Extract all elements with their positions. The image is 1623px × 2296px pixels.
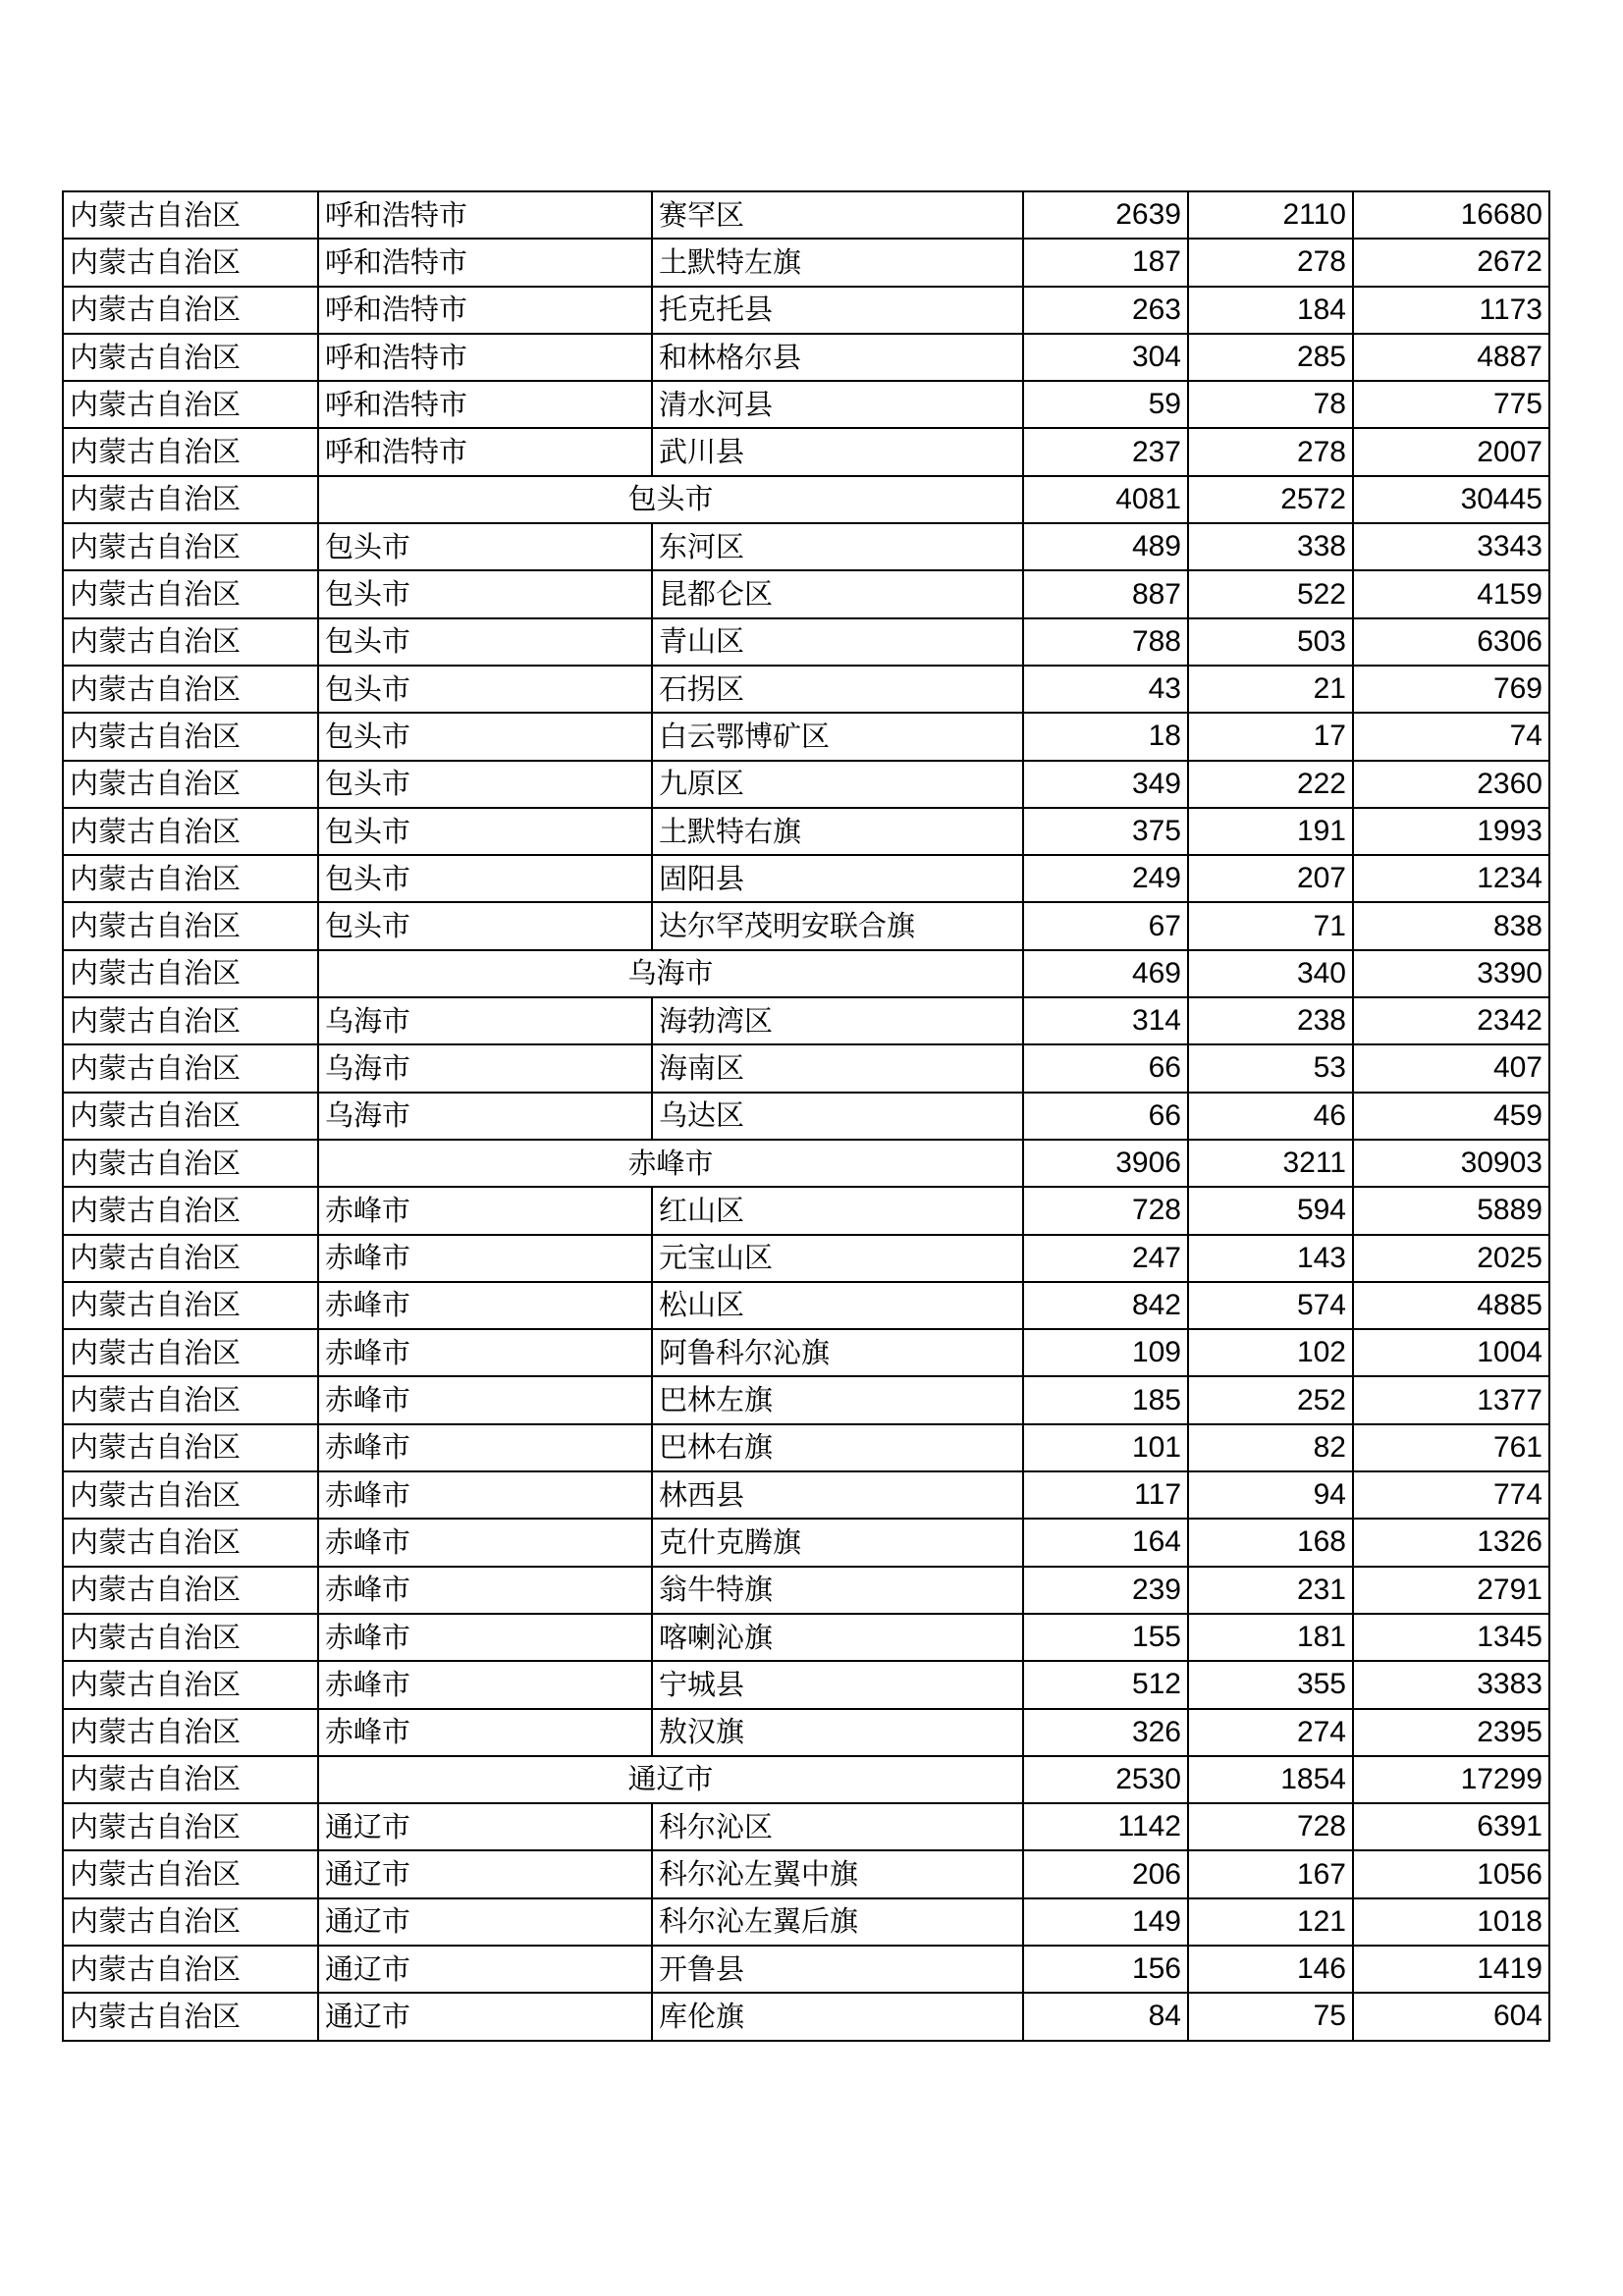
value-1-cell: 206 (1023, 1850, 1188, 1897)
district-cell: 松山区 (652, 1282, 1023, 1329)
table-row (63, 1093, 1549, 1140)
district-cell: 土默特左旗 (652, 239, 1023, 286)
city-cell: 包头市 (318, 761, 652, 808)
province-cell: 内蒙古自治区 (63, 1424, 318, 1471)
province-cell: 内蒙古自治区 (63, 1329, 318, 1376)
city-cell: 乌海市 (318, 1044, 652, 1092)
value-1-cell: 164 (1023, 1519, 1188, 1566)
value-3-cell: 4887 (1353, 334, 1549, 381)
district-cell: 青山区 (652, 618, 1023, 666)
table-row (63, 570, 1549, 617)
table-row (63, 287, 1549, 334)
city-cell: 包头市 (318, 902, 652, 949)
district-cell: 科尔沁左翼中旗 (652, 1850, 1023, 1897)
value-1-cell: 84 (1023, 1993, 1188, 2040)
province-cell: 内蒙古自治区 (63, 287, 318, 334)
value-3-cell: 6306 (1353, 618, 1549, 666)
district-cell: 清水河县 (652, 381, 1023, 428)
value-2-cell: 355 (1188, 1661, 1353, 1708)
table-row (63, 761, 1549, 808)
value-2-cell: 238 (1188, 997, 1353, 1044)
value-1-cell: 249 (1023, 855, 1188, 902)
table-row (63, 1424, 1549, 1471)
province-cell: 内蒙古自治区 (63, 1282, 318, 1329)
value-2-cell: 207 (1188, 855, 1353, 902)
province-cell: 内蒙古自治区 (63, 1044, 318, 1092)
value-3-cell: 74 (1353, 713, 1549, 760)
table-row (63, 618, 1549, 666)
value-2-cell: 252 (1188, 1376, 1353, 1423)
table-row (63, 950, 1549, 997)
province-cell: 内蒙古自治区 (63, 1661, 318, 1708)
province-cell: 内蒙古自治区 (63, 1140, 318, 1187)
table-row (63, 1709, 1549, 1756)
value-1-cell: 2639 (1023, 191, 1188, 239)
district-cell: 巴林右旗 (652, 1424, 1023, 1471)
value-3-cell: 604 (1353, 1993, 1549, 2040)
value-1-cell: 237 (1023, 428, 1188, 475)
district-cell: 敖汉旗 (652, 1709, 1023, 1756)
city-cell: 赤峰市 (318, 1709, 652, 1756)
table-row (63, 239, 1549, 286)
value-1-cell: 3906 (1023, 1140, 1188, 1187)
value-1-cell: 326 (1023, 1709, 1188, 1756)
city-cell: 赤峰市 (318, 1424, 652, 1471)
value-1-cell: 788 (1023, 618, 1188, 666)
province-cell: 内蒙古自治区 (63, 1093, 318, 1140)
province-cell: 内蒙古自治区 (63, 761, 318, 808)
value-2-cell: 285 (1188, 334, 1353, 381)
value-3-cell: 1018 (1353, 1898, 1549, 1946)
city-cell: 赤峰市 (318, 1661, 652, 1708)
district-cell: 托克托县 (652, 287, 1023, 334)
value-3-cell: 769 (1353, 666, 1549, 713)
value-2-cell: 17 (1188, 713, 1353, 760)
value-3-cell: 30445 (1353, 476, 1549, 523)
city-cell: 包头市 (318, 808, 652, 855)
value-3-cell: 6391 (1353, 1803, 1549, 1850)
table-row (63, 381, 1549, 428)
district-cell: 达尔罕茂明安联合旗 (652, 902, 1023, 949)
city-cell: 呼和浩特市 (318, 381, 652, 428)
city-cell: 通辽市 (318, 1898, 652, 1946)
city-cell: 通辽市 (318, 1803, 652, 1850)
province-cell: 内蒙古自治区 (63, 381, 318, 428)
district-cell: 科尔沁左翼后旗 (652, 1898, 1023, 1946)
table-row (63, 1756, 1549, 1803)
value-2-cell: 594 (1188, 1187, 1353, 1234)
province-cell: 内蒙古自治区 (63, 1187, 318, 1234)
value-1-cell: 101 (1023, 1424, 1188, 1471)
province-cell: 内蒙古自治区 (63, 1376, 318, 1423)
table-row (63, 666, 1549, 713)
province-cell: 内蒙古自治区 (63, 1567, 318, 1614)
city-cell: 赤峰市 (318, 1567, 652, 1614)
value-3-cell: 1234 (1353, 855, 1549, 902)
district-cell: 海勃湾区 (652, 997, 1023, 1044)
value-1-cell: 59 (1023, 381, 1188, 428)
district-cell: 固阳县 (652, 855, 1023, 902)
value-3-cell: 30903 (1353, 1140, 1549, 1187)
city-cell: 包头市 (318, 713, 652, 760)
value-3-cell: 3390 (1353, 950, 1549, 997)
value-2-cell: 146 (1188, 1946, 1353, 1993)
city-cell: 赤峰市 (318, 1519, 652, 1566)
value-1-cell: 109 (1023, 1329, 1188, 1376)
value-2-cell: 728 (1188, 1803, 1353, 1850)
province-cell: 内蒙古自治区 (63, 1803, 318, 1850)
value-1-cell: 375 (1023, 808, 1188, 855)
table-row (63, 1282, 1549, 1329)
value-3-cell: 2360 (1353, 761, 1549, 808)
table-row (63, 1850, 1549, 1897)
table-row (63, 1661, 1549, 1708)
value-1-cell: 512 (1023, 1661, 1188, 1708)
value-2-cell: 3211 (1188, 1140, 1353, 1187)
value-1-cell: 18 (1023, 713, 1188, 760)
value-3-cell: 838 (1353, 902, 1549, 949)
city-cell: 呼和浩特市 (318, 428, 652, 475)
district-cell: 红山区 (652, 1187, 1023, 1234)
value-1-cell: 887 (1023, 570, 1188, 617)
value-1-cell: 728 (1023, 1187, 1188, 1234)
value-3-cell: 775 (1353, 381, 1549, 428)
value-2-cell: 278 (1188, 428, 1353, 475)
value-2-cell: 82 (1188, 1424, 1353, 1471)
value-1-cell: 117 (1023, 1471, 1188, 1519)
value-3-cell: 2672 (1353, 239, 1549, 286)
table-row (63, 476, 1549, 523)
value-3-cell: 2342 (1353, 997, 1549, 1044)
value-3-cell: 1345 (1353, 1614, 1549, 1661)
province-cell: 内蒙古自治区 (63, 523, 318, 570)
district-cell: 土默特右旗 (652, 808, 1023, 855)
district-cell: 昆都仑区 (652, 570, 1023, 617)
value-3-cell: 16680 (1353, 191, 1549, 239)
city-cell: 赤峰市 (318, 1376, 652, 1423)
district-cell: 九原区 (652, 761, 1023, 808)
province-cell: 内蒙古自治区 (63, 334, 318, 381)
value-2-cell: 168 (1188, 1519, 1353, 1566)
province-cell: 内蒙古自治区 (63, 1471, 318, 1519)
province-cell: 内蒙古自治区 (63, 950, 318, 997)
province-cell: 内蒙古自治区 (63, 1756, 318, 1803)
city-cell: 包头市 (318, 476, 1023, 523)
table-row (63, 523, 1549, 570)
value-2-cell: 184 (1188, 287, 1353, 334)
value-3-cell: 4159 (1353, 570, 1549, 617)
city-cell: 包头市 (318, 570, 652, 617)
city-cell: 呼和浩特市 (318, 239, 652, 286)
table-row (63, 808, 1549, 855)
province-cell: 内蒙古自治区 (63, 428, 318, 475)
value-1-cell: 43 (1023, 666, 1188, 713)
city-cell: 乌海市 (318, 997, 652, 1044)
value-2-cell: 78 (1188, 381, 1353, 428)
province-cell: 内蒙古自治区 (63, 808, 318, 855)
value-2-cell: 2572 (1188, 476, 1353, 523)
value-2-cell: 191 (1188, 808, 1353, 855)
city-cell: 乌海市 (318, 1093, 652, 1140)
province-cell: 内蒙古自治区 (63, 666, 318, 713)
table-row (63, 1803, 1549, 1850)
value-3-cell: 1377 (1353, 1376, 1549, 1423)
district-cell: 海南区 (652, 1044, 1023, 1092)
value-2-cell: 71 (1188, 902, 1353, 949)
value-1-cell: 842 (1023, 1282, 1188, 1329)
city-cell: 赤峰市 (318, 1140, 1023, 1187)
value-2-cell: 574 (1188, 1282, 1353, 1329)
value-2-cell: 167 (1188, 1850, 1353, 1897)
table-row (63, 855, 1549, 902)
province-cell: 内蒙古自治区 (63, 476, 318, 523)
value-1-cell: 185 (1023, 1376, 1188, 1423)
district-cell: 石拐区 (652, 666, 1023, 713)
value-1-cell: 156 (1023, 1946, 1188, 1993)
district-cell: 克什克腾旗 (652, 1519, 1023, 1566)
table-row (63, 1376, 1549, 1423)
value-3-cell: 1056 (1353, 1850, 1549, 1897)
value-1-cell: 67 (1023, 902, 1188, 949)
value-3-cell: 774 (1353, 1471, 1549, 1519)
table-row (63, 1140, 1549, 1187)
district-cell: 阿鲁科尔沁旗 (652, 1329, 1023, 1376)
table-row (63, 1946, 1549, 1993)
city-cell: 赤峰市 (318, 1282, 652, 1329)
value-2-cell: 338 (1188, 523, 1353, 570)
city-cell: 包头市 (318, 666, 652, 713)
district-cell: 元宝山区 (652, 1235, 1023, 1282)
value-3-cell: 2007 (1353, 428, 1549, 475)
province-cell: 内蒙古自治区 (63, 713, 318, 760)
value-1-cell: 187 (1023, 239, 1188, 286)
data-table (62, 190, 1550, 2042)
value-3-cell: 761 (1353, 1424, 1549, 1471)
table-body (63, 191, 1549, 2041)
province-cell: 内蒙古自治区 (63, 1993, 318, 2040)
value-3-cell: 459 (1353, 1093, 1549, 1140)
value-1-cell: 239 (1023, 1567, 1188, 1614)
city-cell: 包头市 (318, 523, 652, 570)
city-cell: 通辽市 (318, 1850, 652, 1897)
district-cell: 库伦旗 (652, 1993, 1023, 2040)
value-2-cell: 53 (1188, 1044, 1353, 1092)
table-row (63, 1187, 1549, 1234)
district-cell: 东河区 (652, 523, 1023, 570)
district-cell: 喀喇沁旗 (652, 1614, 1023, 1661)
province-cell: 内蒙古自治区 (63, 1898, 318, 1946)
district-cell: 赛罕区 (652, 191, 1023, 239)
value-1-cell: 149 (1023, 1898, 1188, 1946)
value-1-cell: 469 (1023, 950, 1188, 997)
value-3-cell: 1993 (1353, 808, 1549, 855)
district-cell: 武川县 (652, 428, 1023, 475)
table-row (63, 191, 1549, 239)
value-2-cell: 522 (1188, 570, 1353, 617)
province-cell: 内蒙古自治区 (63, 570, 318, 617)
city-cell: 赤峰市 (318, 1235, 652, 1282)
value-3-cell: 1419 (1353, 1946, 1549, 1993)
city-cell: 包头市 (318, 618, 652, 666)
city-cell: 赤峰市 (318, 1471, 652, 1519)
value-2-cell: 222 (1188, 761, 1353, 808)
province-cell: 内蒙古自治区 (63, 1614, 318, 1661)
value-1-cell: 4081 (1023, 476, 1188, 523)
value-1-cell: 314 (1023, 997, 1188, 1044)
value-1-cell: 1142 (1023, 1803, 1188, 1850)
value-2-cell: 274 (1188, 1709, 1353, 1756)
value-2-cell: 340 (1188, 950, 1353, 997)
city-cell: 包头市 (318, 855, 652, 902)
table-row (63, 334, 1549, 381)
value-3-cell: 2025 (1353, 1235, 1549, 1282)
value-1-cell: 247 (1023, 1235, 1188, 1282)
value-2-cell: 21 (1188, 666, 1353, 713)
value-3-cell: 1004 (1353, 1329, 1549, 1376)
value-2-cell: 278 (1188, 239, 1353, 286)
value-3-cell: 5889 (1353, 1187, 1549, 1234)
value-3-cell: 1326 (1353, 1519, 1549, 1566)
value-1-cell: 263 (1023, 287, 1188, 334)
district-cell: 翁牛特旗 (652, 1567, 1023, 1614)
city-cell: 赤峰市 (318, 1614, 652, 1661)
value-2-cell: 75 (1188, 1993, 1353, 2040)
table-row (63, 428, 1549, 475)
city-cell: 呼和浩特市 (318, 287, 652, 334)
city-cell: 乌海市 (318, 950, 1023, 997)
table-row (63, 1567, 1549, 1614)
table-row (63, 902, 1549, 949)
value-3-cell: 2791 (1353, 1567, 1549, 1614)
city-cell: 呼和浩特市 (318, 191, 652, 239)
district-cell: 白云鄂博矿区 (652, 713, 1023, 760)
value-2-cell: 94 (1188, 1471, 1353, 1519)
table-row (63, 1898, 1549, 1946)
province-cell: 内蒙古自治区 (63, 239, 318, 286)
table-row (63, 1519, 1549, 1566)
table-row (63, 1235, 1549, 1282)
value-1-cell: 2530 (1023, 1756, 1188, 1803)
district-cell: 巴林左旗 (652, 1376, 1023, 1423)
city-cell: 赤峰市 (318, 1187, 652, 1234)
value-3-cell: 407 (1353, 1044, 1549, 1092)
province-cell: 内蒙古自治区 (63, 618, 318, 666)
province-cell: 内蒙古自治区 (63, 191, 318, 239)
province-cell: 内蒙古自治区 (63, 1709, 318, 1756)
value-1-cell: 489 (1023, 523, 1188, 570)
district-cell: 林西县 (652, 1471, 1023, 1519)
table-row (63, 1329, 1549, 1376)
province-cell: 内蒙古自治区 (63, 902, 318, 949)
value-2-cell: 1854 (1188, 1756, 1353, 1803)
province-cell: 内蒙古自治区 (63, 1850, 318, 1897)
value-3-cell: 3383 (1353, 1661, 1549, 1708)
value-3-cell: 17299 (1353, 1756, 1549, 1803)
city-cell: 呼和浩特市 (318, 334, 652, 381)
value-1-cell: 349 (1023, 761, 1188, 808)
province-cell: 内蒙古自治区 (63, 1946, 318, 1993)
value-2-cell: 181 (1188, 1614, 1353, 1661)
value-3-cell: 4885 (1353, 1282, 1549, 1329)
table-row (63, 997, 1549, 1044)
district-cell: 宁城县 (652, 1661, 1023, 1708)
district-cell: 和林格尔县 (652, 334, 1023, 381)
value-2-cell: 503 (1188, 618, 1353, 666)
city-cell: 赤峰市 (318, 1329, 652, 1376)
value-1-cell: 66 (1023, 1044, 1188, 1092)
district-cell: 科尔沁区 (652, 1803, 1023, 1850)
value-3-cell: 2395 (1353, 1709, 1549, 1756)
table-row (63, 1471, 1549, 1519)
value-2-cell: 102 (1188, 1329, 1353, 1376)
district-cell: 开鲁县 (652, 1946, 1023, 1993)
district-cell: 乌达区 (652, 1093, 1023, 1140)
value-1-cell: 66 (1023, 1093, 1188, 1140)
province-cell: 内蒙古自治区 (63, 1235, 318, 1282)
value-2-cell: 2110 (1188, 191, 1353, 239)
value-3-cell: 1173 (1353, 287, 1549, 334)
province-cell: 内蒙古自治区 (63, 997, 318, 1044)
value-2-cell: 231 (1188, 1567, 1353, 1614)
table-row (63, 1993, 1549, 2040)
value-2-cell: 143 (1188, 1235, 1353, 1282)
value-3-cell: 3343 (1353, 523, 1549, 570)
value-1-cell: 304 (1023, 334, 1188, 381)
province-cell: 内蒙古自治区 (63, 1519, 318, 1566)
table-row (63, 1614, 1549, 1661)
city-cell: 通辽市 (318, 1946, 652, 1993)
city-cell: 通辽市 (318, 1756, 1023, 1803)
table-row (63, 1044, 1549, 1092)
province-cell: 内蒙古自治区 (63, 855, 318, 902)
table-row (63, 713, 1549, 760)
city-cell: 通辽市 (318, 1993, 652, 2040)
value-2-cell: 121 (1188, 1898, 1353, 1946)
value-1-cell: 155 (1023, 1614, 1188, 1661)
value-2-cell: 46 (1188, 1093, 1353, 1140)
